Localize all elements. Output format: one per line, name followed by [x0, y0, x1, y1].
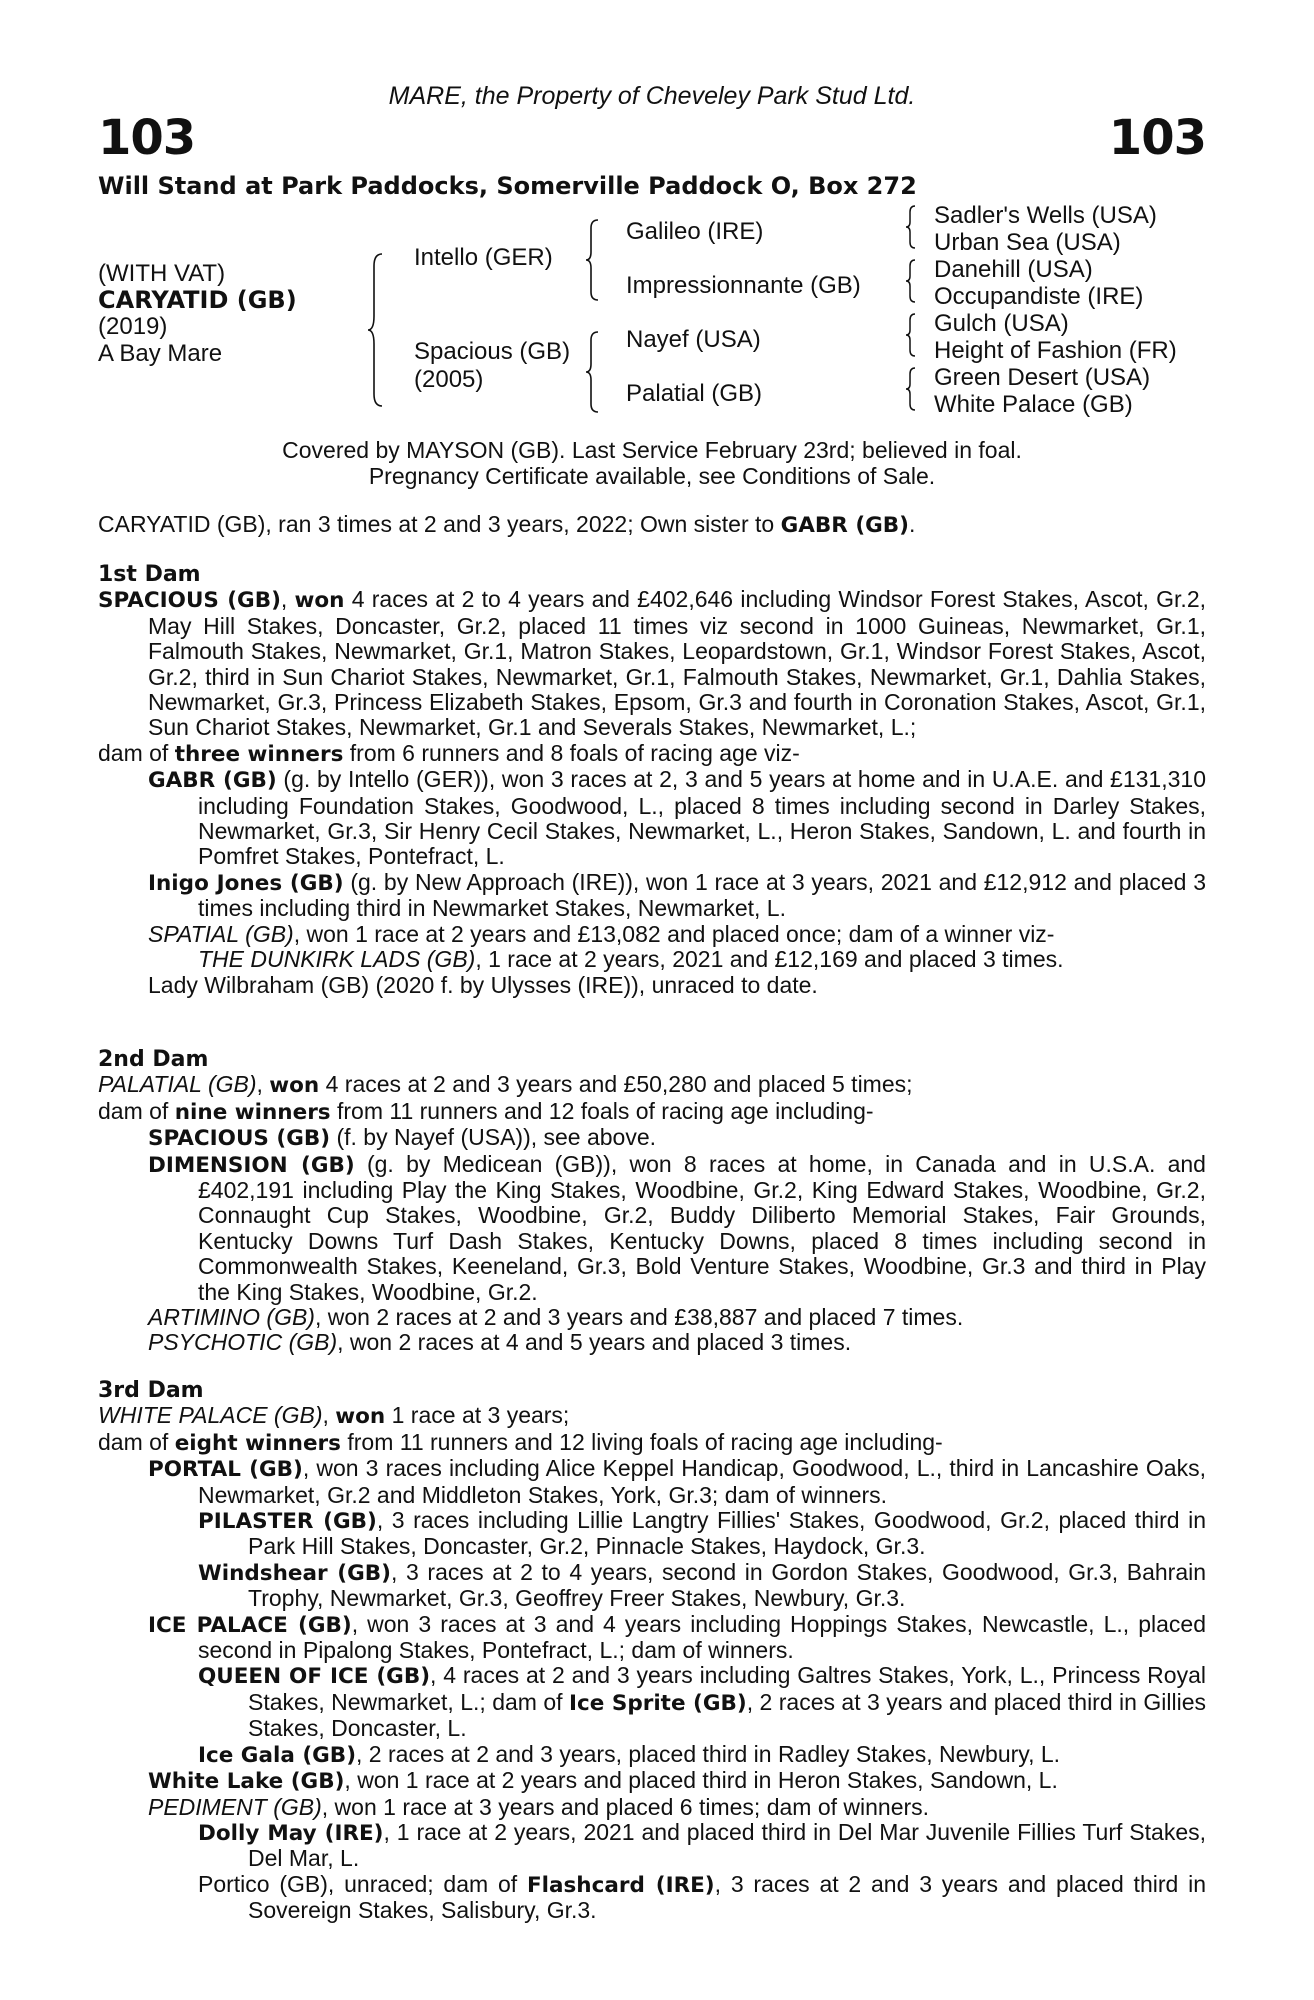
produce-inigo-jones: Inigo Jones (GB) (g. by New Approach (IRE)), won 1 race at 3 years, 2021 and £12,912 and placed 3 times including third in Newmarket Stakes, Newmarket, L. — [148, 868, 1206, 922]
first-dam-heading: 1st Dam — [98, 562, 201, 587]
produce-ice-palace: ICE PALACE (GB), won 3 races at 3 and 4 years including Hoppings Stakes, Newcastle, L., placed second in Pipalong Stakes, Pontefract, L.; dam of winners. — [148, 1610, 1206, 1664]
dam-year: (2005) — [414, 366, 484, 393]
sire-sire-dam: Urban Sea (USA) — [934, 229, 1121, 256]
third-dam-heading: 3rd Dam — [98, 1378, 204, 1403]
horse-name: CARYATID (GB) — [98, 286, 297, 314]
first-dam-entry: SPACIOUS (GB), won 4 races at 2 to 4 years and £402,646 including Windsor Forest Stakes, Ascot, Gr.2, May Hill Stakes, Doncaster, Gr.2, placed 11 times viz second in 1000 Guineas, Newmarket, Gr.1, Falmouth Stakes, Newmarket, Gr.1, Matron Stakes, Leopardstown, Gr.1, Windsor Forest Stakes, Ascot, Gr.2, third in Sun Chariot Stakes, Newmarket, Gr.1, Falmouth Stakes, Newmarket, Gr.1, Dahlia Stakes, Newmarket, Gr.3, Princess Elizabeth Stakes, Epsom, Gr.3 and fourth in Coronation Stakes, Ascot, Gr.1, Sun Chariot Stakes, Newmarket, Gr.1 and Severals Stakes, Newmarket, L.; — [98, 586, 1207, 741]
third-dam-produce-line: dam of eight winners from 11 runners and 12 living foals of racing age including- — [98, 1428, 943, 1456]
horse-description: A Bay Mare — [98, 340, 223, 367]
sire-dam: Impressionnante (GB) — [626, 272, 861, 299]
third-dam-section — [98, 1378, 1206, 1924]
race-record — [98, 512, 1206, 538]
second-dam-produce-line: dam of nine winners from 11 runners and 12 foals of racing age including- — [98, 1097, 874, 1125]
dam-sire: Nayef (USA) — [626, 326, 761, 353]
produce-dolly-may: Dolly May (IRE), 1 race at 2 years, 2021 and placed third in Del Mar Juvenile Fillies Turf Stakes, Del Mar, L. — [198, 1818, 1206, 1872]
lot-number-right: 103 — [1108, 110, 1206, 166]
sire-dam-sire: Danehill (USA) — [934, 256, 1093, 283]
stand-location: Will Stand at Park Paddocks, Somerville Paddock O, Box 272 — [98, 172, 917, 200]
dam: Spacious (GB) — [414, 338, 571, 365]
produce-queen-of-ice: QUEEN OF ICE (GB), 4 races at 2 and 3 years including Galtres Stakes, York, L., Princess Royal Stakes, Newmarket, L.; dam of Ice Sprite (GB), 2 races at 3 years and placed third in Gillies Stakes, Doncaster, L. — [198, 1662, 1206, 1742]
dam-dam-dam: White Palace (GB) — [934, 391, 1133, 418]
third-dam-entry: WHITE PALACE (GB), won 1 race at 3 years; — [98, 1402, 570, 1430]
produce-psychotic: PSYCHOTIC (GB), won 2 races at 4 and 5 years and placed 3 times. — [148, 1329, 852, 1356]
brace-main — [366, 252, 386, 408]
brace-ss — [904, 204, 918, 250]
sire: Intello (GER) — [414, 244, 553, 271]
own-sister-name: GABR (GB) — [780, 513, 910, 538]
record-line: CARYATID (GB), ran 3 times at 2 and 3 years, 2022; Own sister to GABR (GB). — [98, 511, 916, 538]
first-dam-produce-line: dam of three winners from 6 runners and 8 foals of racing age viz- — [98, 739, 800, 767]
second-dam-heading: 2nd Dam — [98, 1047, 209, 1072]
produce-windshear: Windshear (GB), 3 races at 2 to 4 years, second in Gordon Stakes, Goodwood, Gr.3, Bahrain Trophy, Newmarket, Gr.3, Geoffrey Freer Stakes, Newbury, Gr.3. — [198, 1558, 1207, 1612]
produce-dimension: DIMENSION (GB) (g. by Medicean (GB)), won 8 races at home, in Canada and in U.S.A. and £402,191 including Play the King Stakes, Woodbine, Gr.2, King Edward Stakes, Woodbine, Gr.2, Connaught Cup Stakes, Woodbine, Gr.2, Buddy Diliberto Memorial Stakes, Fair Grounds, Kentucky Downs Turf Dash Stakes, Kentucky Downs, placed 8 times including second in Commonwealth Stakes, Keeneland, Gr.3, Bold Venture Stakes, Woodbine, Gr.3 and third in Play the King Stakes, Woodbine, Gr.2. — [148, 1150, 1206, 1305]
vat-label: (WITH VAT) — [98, 260, 226, 287]
produce-spatial: SPATIAL (GB), won 1 race at 2 years and £13,082 and placed once; dam of a winner viz- — [148, 920, 1055, 947]
second-dam-section — [98, 1047, 1206, 1356]
produce-gabr: GABR (GB) (g. by Intello (GER)), won 3 races at 2, 3 and 5 years at home and in U.A.E. and £131,310 including Foundation Stakes, Goodwood, L., placed 8 times including second in Darley Stakes, Newmarket, Gr.3, Sir Henry Cecil Stakes, Newmarket, L., Heron Stakes, Sandown, L. and fourth in Pomfret Stakes, Pontefract, L. — [148, 766, 1206, 870]
sire-sire-sire: Sadler's Wells (USA) — [934, 202, 1157, 229]
pedigree-table — [98, 200, 1206, 430]
first-dam-section — [98, 562, 1206, 998]
dam-dam: Palatial (GB) — [626, 380, 763, 407]
produce-ice-gala: Ice Gala (GB), 2 races at 2 and 3 years, placed third in Radley Stakes, Newbury, L. — [198, 1740, 1061, 1768]
sire-dam-dam: Occupandiste (IRE) — [934, 283, 1144, 310]
produce-portico: Portico (GB), unraced; dam of Flashcard (IRE), 3 races at 2 and 3 years and placed third in Sovereign Stakes, Salisbury, Gr.3. — [198, 1870, 1206, 1924]
horse-year: (2019) — [98, 313, 168, 340]
produce-white-lake: White Lake (GB), won 1 race at 2 years and placed third in Heron Stakes, Sandown, L. — [148, 1767, 1058, 1795]
sire-sire: Galileo (IRE) — [626, 218, 764, 245]
produce-pilaster: PILASTER (GB), 3 races including Lillie Langtry Fillies' Stakes, Goodwood, Gr.2, placed third in Park Hill Stakes, Doncaster, Gr.2, Pinnacle Stakes, Haydock, Gr.3. — [198, 1507, 1206, 1560]
covered-line-1: Covered by MAYSON (GB). Last Service February 23rd; believed in foal. — [282, 437, 1022, 463]
second-dam-entry: PALATIAL (GB), won 4 races at 2 and 3 years and £50,280 and placed 5 times; — [98, 1071, 913, 1099]
covered-line-2: Pregnancy Certificate available, see Conditions of Sale. — [368, 463, 936, 489]
produce-pediment: PEDIMENT (GB), won 1 race at 3 years and placed 6 times; dam of winners. — [148, 1793, 930, 1820]
brace-dam — [584, 330, 602, 414]
produce-artimino: ARTIMINO (GB), won 2 races at 2 and 3 years and £38,887 and placed 7 times. — [148, 1304, 964, 1331]
brace-ds — [904, 312, 918, 358]
covered-note — [98, 437, 1206, 489]
owner-line: MARE, the Property of Cheveley Park Stud Ltd. — [388, 82, 916, 110]
dam-sire-dam: Height of Fashion (FR) — [934, 337, 1177, 364]
dam-sire-sire: Gulch (USA) — [934, 310, 1069, 337]
lot-number-left: 103 — [98, 110, 196, 166]
produce-dunkirk-lads: THE DUNKIRK LADS (GB), 1 race at 2 years, 2021 and £12,169 and placed 3 times. — [198, 946, 1064, 973]
brace-sd — [904, 258, 918, 304]
produce-spacious: SPACIOUS (GB) (f. by Nayef (USA)), see above. — [148, 1124, 657, 1152]
dam-dam-sire: Green Desert (USA) — [934, 364, 1151, 391]
produce-lady-wilbraham: Lady Wilbraham (GB) (2020 f. by Ulysses (IRE)), unraced to date. — [148, 971, 818, 998]
produce-portal: PORTAL (GB), won 3 races including Alice Keppel Handicap, Goodwood, L., third in Lancashire Oaks, Newmarket, Gr.2 and Middleton Stakes, York, Gr.3; dam of winners. — [148, 1455, 1206, 1508]
brace-sire — [584, 218, 602, 302]
brace-dd — [904, 366, 918, 412]
